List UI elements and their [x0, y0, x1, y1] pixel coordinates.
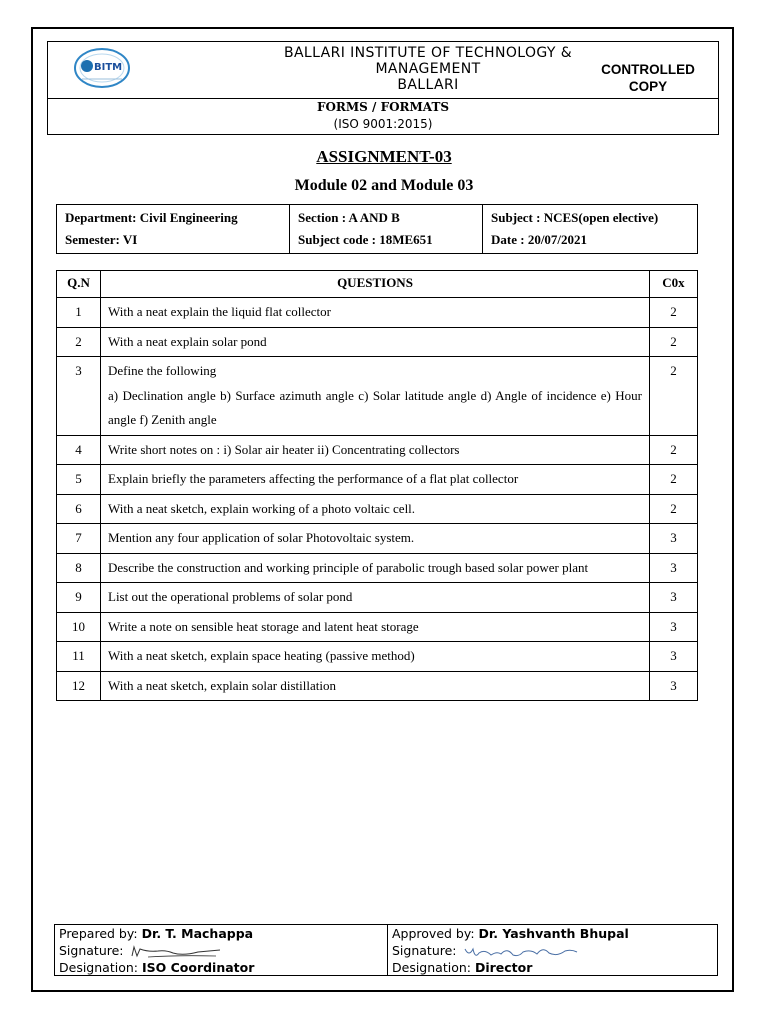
course-outcome: 2	[650, 298, 698, 328]
question-text: With a neat sketch, explain working of a photo voltaic cell.	[101, 494, 650, 524]
course-outcome: 2	[650, 327, 698, 357]
course-outcome: 2	[650, 435, 698, 465]
signature-image	[128, 944, 223, 960]
question-number: 8	[57, 553, 101, 583]
question-text: With a neat sketch, explain space heating (passive method)	[101, 642, 650, 672]
question-text: Explain briefly the parameters affecting the performance of a flat plat collector	[101, 465, 650, 495]
approved-by-block	[388, 925, 717, 975]
bitm-logo	[72, 46, 132, 90]
table-row	[57, 524, 698, 554]
course-outcome: 3	[650, 524, 698, 554]
question-text: List out the operational problems of solar pond	[101, 583, 650, 613]
question-number: 7	[57, 524, 101, 554]
course-outcome: 2	[650, 494, 698, 524]
course-outcome: 3	[650, 671, 698, 701]
approved-name: Dr. Yashvanth Bhupal	[478, 926, 629, 941]
table-row	[57, 583, 698, 613]
question-text: With a neat explain the liquid flat collector	[101, 298, 650, 328]
institute-name: BALLARI INSTITUTE OF TECHNOLOGY & MANAGEMENT BALLARI	[283, 45, 573, 93]
approved-designation: Director	[474, 960, 533, 975]
signature-label: Signature:	[59, 943, 124, 958]
course-outcome: 2	[650, 465, 698, 495]
course-outcome: 3	[650, 642, 698, 672]
module-title: Module 02 and Module 03	[294, 177, 474, 194]
info-cell-section: Section : A AND B Subject code : 18ME651	[290, 205, 483, 254]
header-qn: Q.N	[57, 271, 101, 298]
info-cell-department: Department: Civil Engineering Semester: VI	[57, 205, 290, 254]
table-header-row	[57, 271, 698, 298]
approval-footer	[54, 924, 718, 976]
table-row	[57, 327, 698, 357]
signature-label: Signature:	[392, 943, 457, 958]
question-text: With a neat explain solar pond	[101, 327, 650, 357]
question-number: 11	[57, 642, 101, 672]
controlled-copy-stamp: CONTROLLED COPY	[601, 62, 695, 94]
forms-label: FORMS / FORMATS	[316, 100, 450, 114]
table-row	[57, 435, 698, 465]
question-number: 6	[57, 494, 101, 524]
table-row	[57, 298, 698, 328]
table-row	[57, 553, 698, 583]
document-header	[47, 41, 719, 135]
question-number: 10	[57, 612, 101, 642]
svg-text:BITM: BITM	[94, 62, 123, 73]
course-outcome: 3	[650, 553, 698, 583]
prepared-label: Prepared by:	[59, 926, 138, 941]
question-number: 5	[57, 465, 101, 495]
question-number: 12	[57, 671, 101, 701]
table-row	[57, 642, 698, 672]
table-row	[57, 357, 698, 436]
question-text: Define the following a) Declination angle b) Surface azimuth angle c) Solar latitude angle d) Angle of incidence e) Hour angle f) Zenith angle	[101, 357, 650, 436]
table-row	[57, 612, 698, 642]
prepared-by-block	[55, 925, 388, 975]
header-questions: QUESTIONS	[101, 271, 650, 298]
question-number: 2	[57, 327, 101, 357]
question-text: Write short notes on : i) Solar air heater ii) Concentrating collectors	[101, 435, 650, 465]
course-outcome: 3	[650, 612, 698, 642]
course-info-table	[56, 204, 698, 254]
signature-image	[461, 943, 581, 961]
question-number: 9	[57, 583, 101, 613]
question-text: Describe the construction and working principle of parabolic trough based solar power plant	[101, 553, 650, 583]
table-row	[57, 671, 698, 701]
prepared-designation: ISO Coordinator	[141, 960, 255, 975]
approved-label: Approved by:	[392, 926, 475, 941]
questions-table	[56, 270, 698, 701]
question-text: With a neat sketch, explain solar distillation	[101, 671, 650, 701]
table-row	[57, 494, 698, 524]
question-number: 3	[57, 357, 101, 436]
course-outcome: 3	[650, 583, 698, 613]
question-text: Write a note on sensible heat storage and latent heat storage	[101, 612, 650, 642]
designation-label: Designation:	[392, 960, 471, 975]
question-number: 1	[57, 298, 101, 328]
table-row	[57, 465, 698, 495]
assignment-title: ASSIGNMENT-03	[316, 147, 452, 166]
iso-label: (ISO 9001:2015)	[333, 117, 433, 131]
question-text: Mention any four application of solar Photovoltaic system.	[101, 524, 650, 554]
info-cell-subject: Subject : NCES(open elective) Date : 20/07/2021	[483, 205, 698, 254]
header-co: C0x	[650, 271, 698, 298]
course-outcome: 2	[650, 357, 698, 436]
designation-label: Designation:	[59, 960, 138, 975]
question-number: 4	[57, 435, 101, 465]
prepared-name: Dr. T. Machappa	[141, 926, 254, 941]
